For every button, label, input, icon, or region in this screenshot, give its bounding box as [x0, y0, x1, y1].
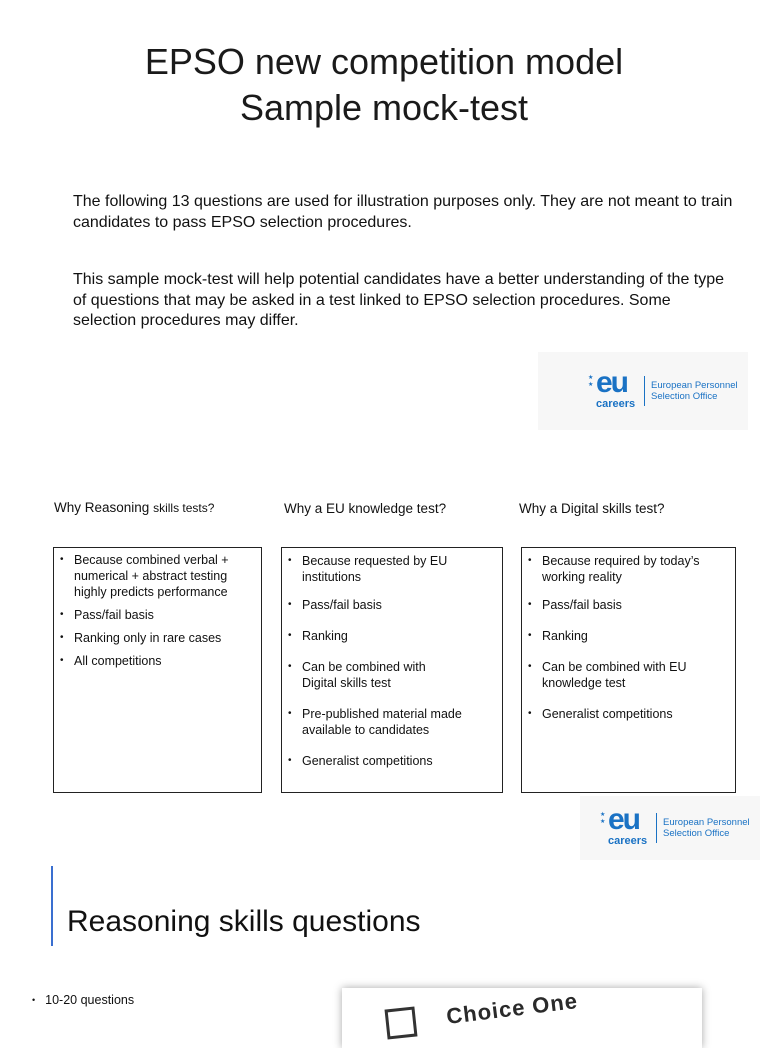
list-item: • Can be combined with EU knowledge test — [528, 659, 711, 691]
list-item: • Generalist competitions — [528, 706, 711, 722]
list-item: • Pass/fail basis — [60, 607, 253, 623]
logo-office-name — [663, 817, 750, 839]
logo-office-name — [651, 380, 738, 402]
office-line1: European Personnel — [663, 817, 750, 828]
digital-skills-box — [521, 547, 736, 793]
list-item: • Ranking — [288, 628, 462, 644]
eu-careers-mark — [588, 366, 644, 414]
eu-knowledge-heading: Why a EU knowledge test? — [284, 501, 447, 516]
reasoning-box — [53, 547, 262, 793]
list-item: • Pass/fail basis — [288, 597, 462, 613]
logo-eu-text: eu — [596, 366, 628, 399]
reasoning-heading — [54, 500, 214, 515]
logo-eu-text: eu — [608, 803, 640, 836]
slide1-title-line1: EPSO new competition model — [144, 41, 624, 82]
choice-image-card — [342, 988, 702, 1048]
list-item: • Pre-published material made available to candidates — [288, 706, 462, 738]
office-line2: Selection Office — [663, 828, 730, 839]
list-item: • Pass/fail basis — [528, 597, 711, 613]
logo-careers-text: careers — [608, 835, 648, 847]
stars-icon: ★ ★ — [588, 375, 595, 388]
list-item: • Ranking — [528, 628, 711, 644]
description-paragraph: This sample mock-test will help potential candidates have a better understanding of the type of questions that may be asked in a test linked to EPSO selection procedures. Some selection procedures may differ. — [73, 271, 725, 329]
logo-divider — [656, 813, 657, 843]
bullet-text: 10-20 questions — [45, 993, 135, 1007]
list-item: • Ranking only in rare cases — [60, 630, 253, 646]
eu-careers-logo — [538, 352, 748, 430]
logo-divider — [644, 376, 645, 406]
office-line2: Selection Office — [651, 391, 718, 402]
digital-skills-heading: Why a Digital skills test? — [519, 501, 665, 516]
office-line1: European Personnel — [651, 380, 738, 391]
reasoning-heading-b: skills tests? — [153, 501, 215, 515]
eu-careers-mark — [600, 803, 656, 851]
section-accent-bar — [51, 866, 53, 946]
list-item: • All competitions — [60, 653, 253, 669]
list-item: • Generalist competitions — [288, 753, 462, 769]
reasoning-heading-a: Why Reasoning — [54, 500, 150, 515]
logo-careers-text: careers — [596, 398, 636, 410]
list-item: • Because required by today’s working reality — [528, 553, 711, 585]
intro-paragraph: The following 13 questions are used for illustration purposes only. They are not meant to train candidates to pass EPSO selection procedures. — [73, 193, 733, 231]
slide1-title-line2: Sample mock-test — [239, 87, 529, 128]
eu-knowledge-box — [281, 547, 503, 793]
list-item: • Because combined verbal + numerical + abstract testing highly predicts performance — [60, 552, 253, 600]
list-item: • Can be combined with Digital skills test — [288, 659, 462, 691]
list-item — [32, 993, 134, 1007]
bullet-icon: • — [32, 995, 36, 1005]
choice-text: Choice One — [444, 988, 580, 1029]
checkbox-icon — [385, 1007, 418, 1040]
section-title: Reasoning skills questions — [67, 905, 421, 938]
eu-careers-logo-2 — [580, 796, 760, 860]
stars-icon: ★ ★ — [600, 812, 607, 825]
list-item: • Because requested by EU institutions — [288, 553, 462, 585]
